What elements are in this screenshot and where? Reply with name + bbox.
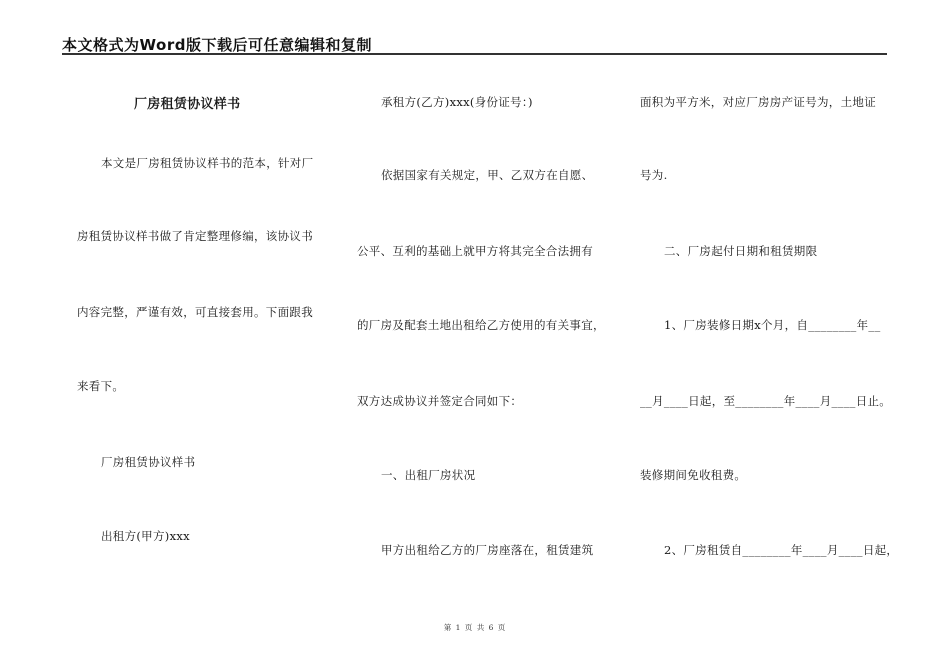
text-line: 出租方(甲方)xxx xyxy=(101,529,190,543)
text-line: 1、厂房装修日期x个月，自________年__ xyxy=(664,318,881,332)
text-line: 内容完整，严谨有效，可直接套用。下面跟我 xyxy=(77,305,313,319)
section-heading: 厂房租赁协议样书 xyxy=(101,455,196,469)
text-line: 承租方(乙方)xxx(身份证号：) xyxy=(381,95,533,109)
text-line: 房租赁协议样书做了肯定整理修编，该协议书 xyxy=(77,229,313,243)
text-line: 装修期间免收租费。 xyxy=(640,468,747,482)
page-number-footer: 第 1 页 共 6 页 xyxy=(443,623,507,632)
section-heading: 二、厂房起付日期和租赁期限 xyxy=(664,244,818,258)
text-line: 甲方出租给乙方的厂房座落在，租赁建筑 xyxy=(381,543,594,557)
text-column-2 xyxy=(357,0,617,620)
text-line: 双方达成协议并签定合同如下： xyxy=(357,394,523,408)
text-line: 公平、互利的基础上就甲方将其完全合法拥有 xyxy=(357,244,593,258)
text-line: 依据国家有关规定，甲、乙双方在自愿、 xyxy=(381,168,594,182)
document-title: 厂房租赁协议样书 xyxy=(134,97,241,112)
text-line: 的厂房及配套土地出租给乙方使用的有关事宜， xyxy=(357,318,605,332)
section-heading: 一、出租厂房状况 xyxy=(381,468,476,482)
text-line: 来看下。 xyxy=(77,379,125,393)
text-line: 号为. xyxy=(640,168,668,182)
text-line: 本文是厂房租赁协议样书的范本，针对厂 xyxy=(101,156,314,170)
text-line: 2、厂房租赁自________年____月____日起， xyxy=(664,543,899,557)
text-line: __月____日起，至________年____月____日止。 xyxy=(640,394,892,408)
text-column-3 xyxy=(637,0,897,620)
text-column-1 xyxy=(77,0,337,620)
text-line: 面积为平方米，对应厂房房产证号为，土地证 xyxy=(640,95,876,109)
document-header-banner: 本文格式为Word版下载后可任意编辑和复制 xyxy=(62,36,372,54)
